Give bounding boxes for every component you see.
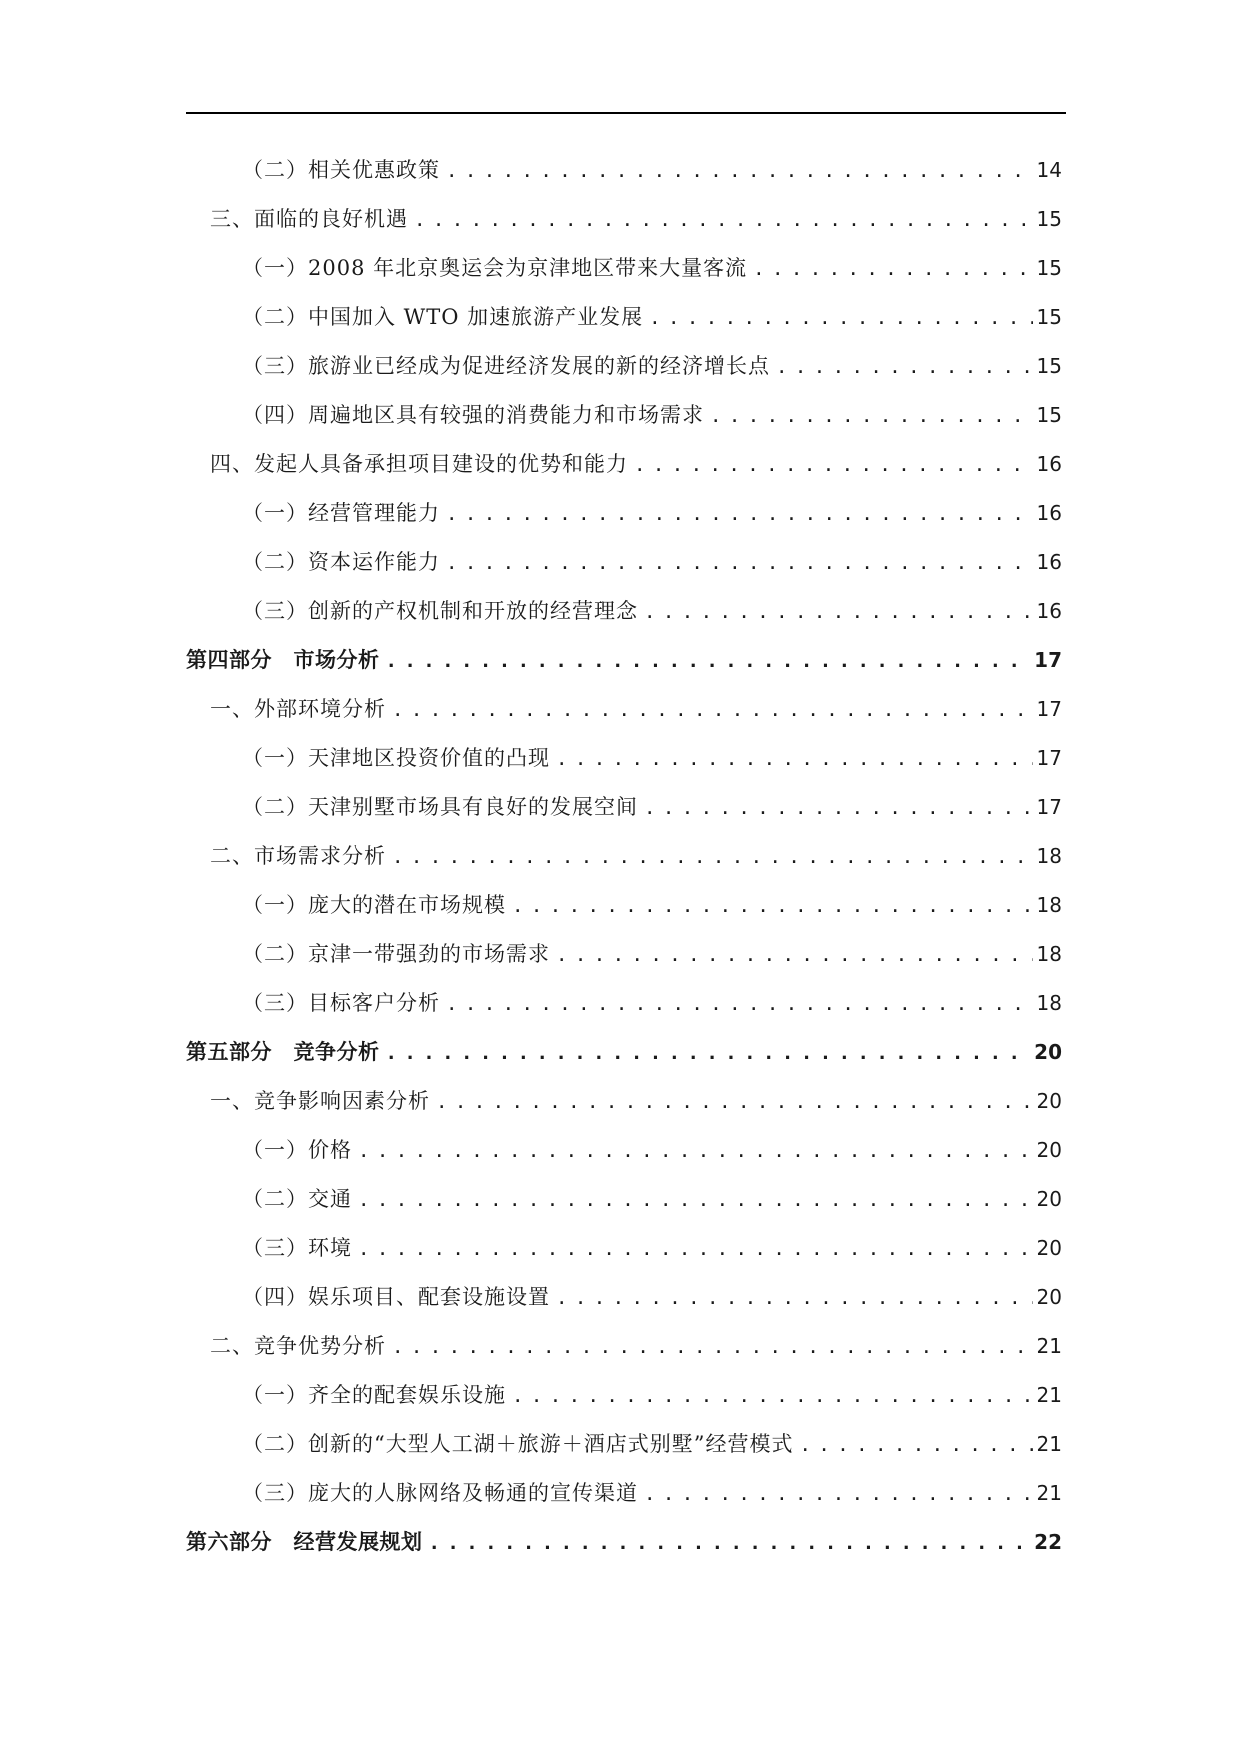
toc-dot-leader — [556, 944, 1033, 966]
toc-entry[interactable] — [186, 350, 1062, 399]
toc-page-number: 21 — [1036, 1383, 1062, 1407]
toc-entry[interactable] — [186, 1526, 1062, 1575]
toc-page-number: 15 — [1036, 403, 1062, 427]
toc-entry[interactable] — [186, 1330, 1062, 1379]
toc-entry-title: （一）天津地区投资价值的凸现 — [242, 746, 550, 770]
toc-dot-leader — [386, 650, 1031, 672]
toc-dot-leader — [392, 846, 1033, 868]
toc-entry[interactable] — [186, 987, 1062, 1036]
toc-dot-leader — [446, 160, 1033, 182]
toc-entry-title: （三）创新的产权机制和开放的经营理念 — [242, 599, 638, 623]
toc-entry[interactable] — [186, 497, 1062, 546]
toc-entry-title: （一）价格 — [242, 1138, 352, 1162]
toc-page-number: 17 — [1036, 697, 1062, 721]
toc-entry[interactable] — [186, 1428, 1062, 1477]
toc-entry-title: （二）天津别墅市场具有良好的发展空间 — [242, 795, 638, 819]
toc-entry[interactable] — [186, 252, 1062, 301]
toc-entry[interactable] — [186, 1134, 1062, 1183]
toc-entry[interactable] — [186, 791, 1062, 840]
toc-entry-title: （三）庞大的人脉网络及畅通的宣传渠道 — [242, 1481, 638, 1505]
toc-entry-title: 四、发起人具备承担项目建设的优势和能力 — [210, 452, 628, 476]
toc-dot-leader — [446, 552, 1033, 574]
toc-entry-title: 一、竞争影响因素分析 — [210, 1089, 430, 1113]
toc-entry[interactable] — [186, 399, 1062, 448]
toc-dot-leader — [649, 307, 1032, 329]
toc-page-number: 17 — [1036, 746, 1062, 770]
toc-dot-leader — [358, 1238, 1033, 1260]
toc-dot-leader — [446, 993, 1033, 1015]
toc-entry-title: （二）交通 — [242, 1187, 352, 1211]
toc-entry[interactable] — [186, 742, 1062, 791]
toc-page-number: 21 — [1036, 1481, 1062, 1505]
toc-dot-leader — [644, 601, 1033, 623]
toc-page-number: 14 — [1036, 158, 1062, 182]
toc-entry-title: （三）环境 — [242, 1236, 352, 1260]
toc-entry[interactable] — [186, 840, 1062, 889]
toc-entry-title: （一）2008 年北京奥运会为京津地区带来大量客流 — [242, 256, 748, 280]
header-rule — [186, 112, 1066, 114]
toc-entry[interactable] — [186, 1281, 1062, 1330]
toc-entry-title: （二）创新的“大型人工湖＋旅游＋酒店式别墅”经营模式 — [242, 1432, 794, 1456]
toc-entry-title: 二、市场需求分析 — [210, 844, 386, 868]
toc-dot-leader — [556, 1287, 1033, 1309]
toc-dot-leader — [634, 454, 1033, 476]
toc-page-number: 16 — [1036, 599, 1062, 623]
toc-entry-title: （四）周遍地区具有较强的消费能力和市场需求 — [242, 403, 704, 427]
toc-dot-leader — [644, 1483, 1033, 1505]
toc-page-number: 16 — [1036, 550, 1062, 574]
toc-dot-leader — [358, 1189, 1033, 1211]
toc-page-number: 20 — [1036, 1236, 1062, 1260]
toc-page-number: 16 — [1036, 501, 1062, 525]
toc-page-number: 18 — [1036, 844, 1062, 868]
toc-entry-title: （一）庞大的潜在市场规模 — [242, 893, 506, 917]
toc-page-number: 20 — [1036, 1187, 1062, 1211]
toc-dot-leader — [446, 503, 1033, 525]
toc-page-number: 21 — [1036, 1432, 1062, 1456]
toc-page-number: 17 — [1036, 795, 1062, 819]
toc-entry-title: （一）齐全的配套娱乐设施 — [242, 1383, 506, 1407]
toc-dot-leader — [386, 1042, 1031, 1064]
toc-entry-title: 第四部分 市场分析 — [186, 648, 380, 672]
toc-page-number: 15 — [1036, 305, 1062, 329]
toc-entry[interactable] — [186, 644, 1062, 693]
toc-entry-title: （二）相关优惠政策 — [242, 158, 440, 182]
toc-entry-title: 二、竞争优势分析 — [210, 1334, 386, 1358]
toc-dot-leader — [776, 356, 1033, 378]
toc-entry[interactable] — [186, 1232, 1062, 1281]
toc-page-number: 20 — [1036, 1285, 1062, 1309]
toc-page-number: 22 — [1034, 1530, 1062, 1554]
toc-page-number: 17 — [1034, 648, 1062, 672]
toc-dot-leader — [358, 1140, 1033, 1162]
toc-page-number: 18 — [1036, 942, 1062, 966]
toc-page-number: 16 — [1036, 452, 1062, 476]
toc-dot-leader — [392, 699, 1033, 721]
toc-page-number: 20 — [1034, 1040, 1062, 1064]
toc-entry[interactable] — [186, 693, 1062, 742]
toc-entry[interactable] — [186, 154, 1062, 203]
toc-dot-leader — [414, 209, 1033, 231]
toc-page-number: 18 — [1036, 893, 1062, 917]
toc-dot-leader — [644, 797, 1033, 819]
toc-entry[interactable] — [186, 889, 1062, 938]
toc-entry-title: 第六部分 经营发展规划 — [186, 1530, 423, 1554]
toc-dot-leader — [436, 1091, 1033, 1113]
toc-entry[interactable] — [186, 938, 1062, 987]
toc-dot-leader — [512, 1385, 1033, 1407]
toc-page-number: 15 — [1036, 256, 1062, 280]
toc-entry-title: （一）经营管理能力 — [242, 501, 440, 525]
toc-entry[interactable] — [186, 1036, 1062, 1085]
toc-page-number: 20 — [1036, 1089, 1062, 1113]
toc-entry[interactable] — [186, 1477, 1062, 1526]
toc-entry[interactable] — [186, 1085, 1062, 1134]
toc-dot-leader — [429, 1532, 1031, 1554]
toc-dot-leader — [799, 1434, 1032, 1456]
toc-entry-title: 一、外部环境分析 — [210, 697, 386, 721]
table-of-contents — [186, 154, 1062, 1575]
toc-entry[interactable] — [186, 546, 1062, 595]
toc-entry-title: 三、面临的良好机遇 — [210, 207, 408, 231]
toc-page-number: 15 — [1036, 207, 1062, 231]
toc-dot-leader — [392, 1336, 1033, 1358]
toc-entry-title: （二）京津一带强劲的市场需求 — [242, 942, 550, 966]
toc-entry-title: （四）娱乐项目、配套设施设置 — [242, 1285, 550, 1309]
toc-dot-leader — [710, 405, 1033, 427]
toc-page-number: 20 — [1036, 1138, 1062, 1162]
toc-dot-leader — [556, 748, 1033, 770]
toc-entry[interactable] — [186, 595, 1062, 644]
toc-entry-title: （三）旅游业已经成为促进经济发展的新的经济增长点 — [242, 354, 770, 378]
toc-entry-title: 第五部分 竞争分析 — [186, 1040, 380, 1064]
toc-entry[interactable] — [186, 448, 1062, 497]
toc-page-number: 21 — [1036, 1334, 1062, 1358]
toc-dot-leader — [512, 895, 1033, 917]
toc-entry[interactable] — [186, 301, 1062, 350]
toc-entry[interactable] — [186, 203, 1062, 252]
toc-entry[interactable] — [186, 1379, 1062, 1428]
toc-page-number: 18 — [1036, 991, 1062, 1015]
toc-dot-leader — [753, 258, 1032, 280]
toc-entry-title: （二）中国加入 WTO 加速旅游产业发展 — [242, 305, 644, 329]
toc-entry[interactable] — [186, 1183, 1062, 1232]
toc-entry-title: （二）资本运作能力 — [242, 550, 440, 574]
toc-entry-title: （三）目标客户分析 — [242, 991, 440, 1015]
toc-page-number: 15 — [1036, 354, 1062, 378]
